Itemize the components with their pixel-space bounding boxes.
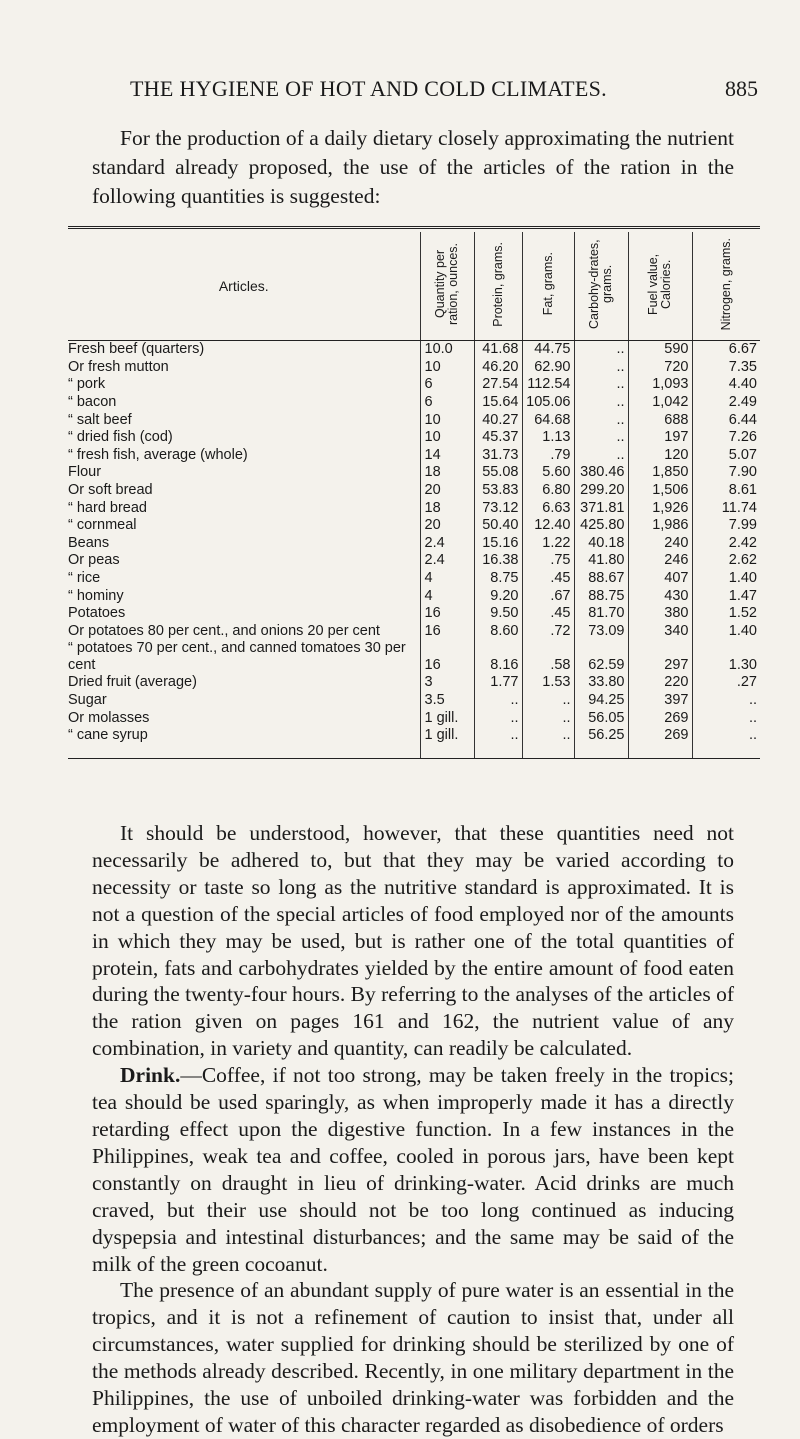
fuel-cell: 1,850 [628, 464, 692, 482]
qty-cell: 14 [420, 447, 474, 465]
nitrogen-cell: .. [692, 709, 760, 727]
qty-cell: 4 [420, 587, 474, 605]
carb-cell: 299.20 [574, 482, 628, 500]
article-cell: “ hard bread [68, 499, 147, 516]
fat-cell: 5.60 [522, 464, 574, 482]
table-row [68, 429, 760, 447]
carb-cell: .. [574, 359, 628, 377]
protein-cell: 41.68 [474, 341, 522, 359]
table-body [68, 341, 760, 759]
carb-cell: 371.81 [574, 499, 628, 517]
fat-cell: 6.80 [522, 482, 574, 500]
carb-cell: 88.67 [574, 570, 628, 588]
protein-cell: 53.83 [474, 482, 522, 500]
article-cell: Or molasses [68, 709, 150, 726]
qty-cell: 20 [420, 482, 474, 500]
table-row [68, 674, 760, 692]
fat-cell: 64.68 [522, 411, 574, 429]
fat-cell: .67 [522, 587, 574, 605]
nitrogen-cell: 1.47 [692, 587, 760, 605]
fuel-cell: 240 [628, 535, 692, 553]
fat-cell: .45 [522, 570, 574, 588]
fuel-cell: 720 [628, 359, 692, 377]
qty-cell: 3 [420, 674, 474, 692]
table-row [68, 587, 760, 605]
fat-cell: 1.22 [522, 535, 574, 553]
nitrogen-cell: 2.49 [692, 394, 760, 412]
nitrogen-cell: .27 [692, 674, 760, 692]
protein-cell: 9.50 [474, 605, 522, 623]
article-cell: Or fresh mutton [68, 358, 169, 375]
nitrogen-cell: 1.40 [692, 570, 760, 588]
table-row [68, 341, 760, 359]
fat-cell: .. [522, 709, 574, 727]
column-header-fuel-value: Fuel value, Calories. [628, 232, 692, 341]
article-cell: “ potatoes 70 per cent., and canned tomatoes 30 per cent [68, 640, 406, 674]
fuel-cell: 590 [628, 341, 692, 359]
protein-cell: 55.08 [474, 464, 522, 482]
ration-table-wrap [68, 226, 760, 759]
running-header [68, 76, 758, 106]
paragraph-drink [92, 1062, 734, 1277]
protein-cell: 45.37 [474, 429, 522, 447]
qty-cell: 3.5 [420, 692, 474, 710]
article-cell: “ cane syrup [68, 727, 148, 744]
table-row [68, 727, 760, 759]
article-cell: “ cornmeal [68, 517, 137, 534]
fat-cell: 112.54 [522, 376, 574, 394]
table-bottom-rule [68, 758, 760, 759]
protein-cell: 9.20 [474, 587, 522, 605]
article-cell: “ rice [68, 570, 101, 587]
qty-cell: 10.0 [420, 341, 474, 359]
article-cell: Or soft bread [68, 482, 153, 499]
fuel-cell: 397 [628, 692, 692, 710]
article-cell: “ bacon [68, 394, 117, 411]
fat-cell: .. [522, 692, 574, 710]
article-cell: “ pork [68, 376, 106, 393]
article-cell: Beans [68, 534, 110, 551]
column-header-protein: Protein, grams. [474, 232, 522, 341]
carb-cell: 81.70 [574, 605, 628, 623]
protein-cell: .. [474, 692, 522, 710]
carb-cell: .. [574, 341, 628, 359]
carb-cell: 73.09 [574, 623, 628, 641]
carb-cell: 94.25 [574, 692, 628, 710]
nitrogen-cell: 5.07 [692, 447, 760, 465]
article-cell: “ salt beef [68, 411, 132, 428]
nitrogen-cell: 7.26 [692, 429, 760, 447]
protein-cell: 27.54 [474, 376, 522, 394]
carb-cell: 40.18 [574, 535, 628, 553]
table-row [68, 394, 760, 412]
fuel-cell: 688 [628, 411, 692, 429]
protein-cell: 46.20 [474, 359, 522, 377]
article-cell: Potatoes [68, 605, 126, 622]
qty-cell: 16 [420, 623, 474, 641]
table-row [68, 447, 760, 465]
article-cell: Sugar [68, 691, 107, 708]
protein-cell: .. [474, 727, 522, 759]
table-header-row [68, 232, 760, 341]
nitrogen-cell: .. [692, 692, 760, 710]
fat-cell: .58 [522, 640, 574, 674]
article-cell: “ hominy [68, 587, 124, 604]
fuel-cell: 246 [628, 552, 692, 570]
column-header-fat: Fat, grams. [522, 232, 574, 341]
qty-cell: 18 [420, 499, 474, 517]
column-header-carbohydrates: Carbohy-drates, grams. [574, 232, 628, 341]
nitrogen-cell: 8.61 [692, 482, 760, 500]
fat-cell: 12.40 [522, 517, 574, 535]
protein-cell: 8.60 [474, 623, 522, 641]
fat-cell: 1.13 [522, 429, 574, 447]
column-header-quantity: Quantity per ration, ounces. [420, 232, 474, 341]
nitrogen-cell: 7.99 [692, 517, 760, 535]
table-row [68, 552, 760, 570]
qty-cell: 16 [420, 640, 474, 674]
carb-cell: 425.80 [574, 517, 628, 535]
table-row [68, 517, 760, 535]
carb-cell: .. [574, 394, 628, 412]
article-cell: Or peas [68, 552, 120, 569]
fuel-cell: 120 [628, 447, 692, 465]
nitrogen-cell: 6.44 [692, 411, 760, 429]
table-row [68, 464, 760, 482]
fuel-cell: 297 [628, 640, 692, 674]
drink-heading: Drink. [120, 1063, 181, 1088]
carb-cell: .. [574, 411, 628, 429]
article-cell: “ fresh fish, average (whole) [68, 446, 248, 463]
protein-cell: 15.16 [474, 535, 522, 553]
fuel-cell: 1,926 [628, 499, 692, 517]
protein-cell: 8.75 [474, 570, 522, 588]
article-cell: Fresh beef (quarters) [68, 341, 205, 358]
body-text [92, 820, 734, 1439]
article-cell: Or potatoes 80 per cent., and onions 20 per cent [68, 622, 380, 639]
protein-cell: 73.12 [474, 499, 522, 517]
page-number: 885 [725, 76, 758, 101]
qty-cell: 20 [420, 517, 474, 535]
table-row [68, 499, 760, 517]
qty-cell: 6 [420, 376, 474, 394]
nitrogen-cell: 7.35 [692, 359, 760, 377]
fat-cell: 6.63 [522, 499, 574, 517]
table-row [68, 376, 760, 394]
table-row [68, 535, 760, 553]
protein-cell: 50.40 [474, 517, 522, 535]
carb-cell: .. [574, 447, 628, 465]
table-row [68, 411, 760, 429]
fat-cell: .72 [522, 623, 574, 641]
qty-cell: 10 [420, 411, 474, 429]
table-row [68, 570, 760, 588]
qty-cell: 10 [420, 359, 474, 377]
protein-cell: 31.73 [474, 447, 522, 465]
qty-cell: 18 [420, 464, 474, 482]
fat-cell: 105.06 [522, 394, 574, 412]
protein-cell: 8.16 [474, 640, 522, 674]
qty-cell: 2.4 [420, 552, 474, 570]
carb-cell: 33.80 [574, 674, 628, 692]
fuel-cell: 197 [628, 429, 692, 447]
qty-cell: 6 [420, 394, 474, 412]
protein-cell: .. [474, 709, 522, 727]
nitrogen-cell: .. [692, 727, 760, 759]
carb-cell: 56.25 [574, 727, 628, 759]
protein-cell: 16.38 [474, 552, 522, 570]
table-row [68, 605, 760, 623]
fat-cell: 62.90 [522, 359, 574, 377]
qty-cell: 16 [420, 605, 474, 623]
table-row [68, 623, 760, 641]
intro-paragraph: For the production of a daily dietary closely approximating the nutrient standard already proposed, the use of the articles of the ration in the following quantities is suggested: [92, 126, 734, 208]
fat-cell: .75 [522, 552, 574, 570]
carb-cell: 56.05 [574, 709, 628, 727]
fuel-cell: 1,093 [628, 376, 692, 394]
article-cell: “ dried fish (cod) [68, 429, 173, 446]
qty-cell: 1 gill. [420, 727, 474, 759]
table-row [68, 482, 760, 500]
fuel-cell: 220 [628, 674, 692, 692]
nitrogen-cell: 4.40 [692, 376, 760, 394]
qty-cell: 1 gill. [420, 709, 474, 727]
nitrogen-cell: 2.42 [692, 535, 760, 553]
nitrogen-cell: 6.67 [692, 341, 760, 359]
carb-cell: .. [574, 429, 628, 447]
table-row [68, 709, 760, 727]
nitrogen-cell: 1.52 [692, 605, 760, 623]
nitrogen-cell: 7.90 [692, 464, 760, 482]
fuel-cell: 1,506 [628, 482, 692, 500]
article-cell: Flour [68, 464, 102, 481]
fuel-cell: 430 [628, 587, 692, 605]
fuel-cell: 407 [628, 570, 692, 588]
qty-cell: 4 [420, 570, 474, 588]
fat-cell: .. [522, 727, 574, 759]
article-cell: Dried fruit (average) [68, 674, 197, 691]
fuel-cell: 340 [628, 623, 692, 641]
fuel-cell: 380 [628, 605, 692, 623]
table-row [68, 692, 760, 710]
fat-cell: 44.75 [522, 341, 574, 359]
running-title: THE HYGIENE OF HOT AND COLD CLIMATES. [130, 76, 607, 101]
protein-cell: 1.77 [474, 674, 522, 692]
fat-cell: .45 [522, 605, 574, 623]
paragraph-water: The presence of an abundant supply of pure water is an essential in the tropics, and it is not a refinement of caution to insist that, under all circumstances, water supplied for drinking should be sterilized by one of the methods already described. Recently, in one military department in the Philippines, the use of unboiled drinking-water was forbidden and the employment of water of this character regarded as disobedience of orders [92, 1278, 734, 1437]
carb-cell: 380.46 [574, 464, 628, 482]
table-row [68, 359, 760, 377]
carb-cell: 62.59 [574, 640, 628, 674]
protein-cell: 15.64 [474, 394, 522, 412]
fat-cell: .79 [522, 447, 574, 465]
carb-cell: .. [574, 376, 628, 394]
fuel-cell: 1,986 [628, 517, 692, 535]
table-row [68, 640, 760, 674]
fuel-cell: 269 [628, 709, 692, 727]
carb-cell: 41.80 [574, 552, 628, 570]
drink-text: —Coffee, if not too strong, may be taken freely in the tropics; tea should be used sparingly, as when improperly made it has a directly retarding effect upon the digestive function. In a few instances in the Philippines, weak tea and coffee, cooled in porous jars, have been kept constantly on draught in lieu of drinking-water. Acid drinks are much craved, but their use should not be too long continued as inducing dyspepsia and intestinal disturbances; and the same may be said of the milk of the green cocoanut. [92, 1063, 734, 1276]
paragraph-quantities-note: It should be understood, however, that these quantities need not necessarily be adhered to, but that they may be varied according to necessity or taste so long as the nutritive standard is approximated. It is not a question of the special articles of food employed nor of the amounts in which they may be used, but is rather one of the total quantities of protein, fats and carbohydrates yielded by the entire amount of food eaten during the twenty-four hours. By referring to the analyses of the articles of the ration given on pages 161 and 162, the nutrient value of any combination, in variety and quantity, can readily be calculated. [92, 821, 734, 1061]
fuel-cell: 1,042 [628, 394, 692, 412]
qty-cell: 10 [420, 429, 474, 447]
column-header-articles: Articles. [68, 232, 420, 341]
nitrogen-cell: 1.30 [692, 640, 760, 674]
qty-cell: 2.4 [420, 535, 474, 553]
fat-cell: 1.53 [522, 674, 574, 692]
nitrogen-cell: 2.62 [692, 552, 760, 570]
nitrogen-cell: 1.40 [692, 623, 760, 641]
column-header-nitrogen: Nitrogen, grams. [692, 232, 760, 341]
protein-cell: 40.27 [474, 411, 522, 429]
nitrogen-cell: 11.74 [692, 499, 760, 517]
carb-cell: 88.75 [574, 587, 628, 605]
fuel-cell: 269 [628, 727, 692, 759]
ration-table [68, 232, 760, 758]
